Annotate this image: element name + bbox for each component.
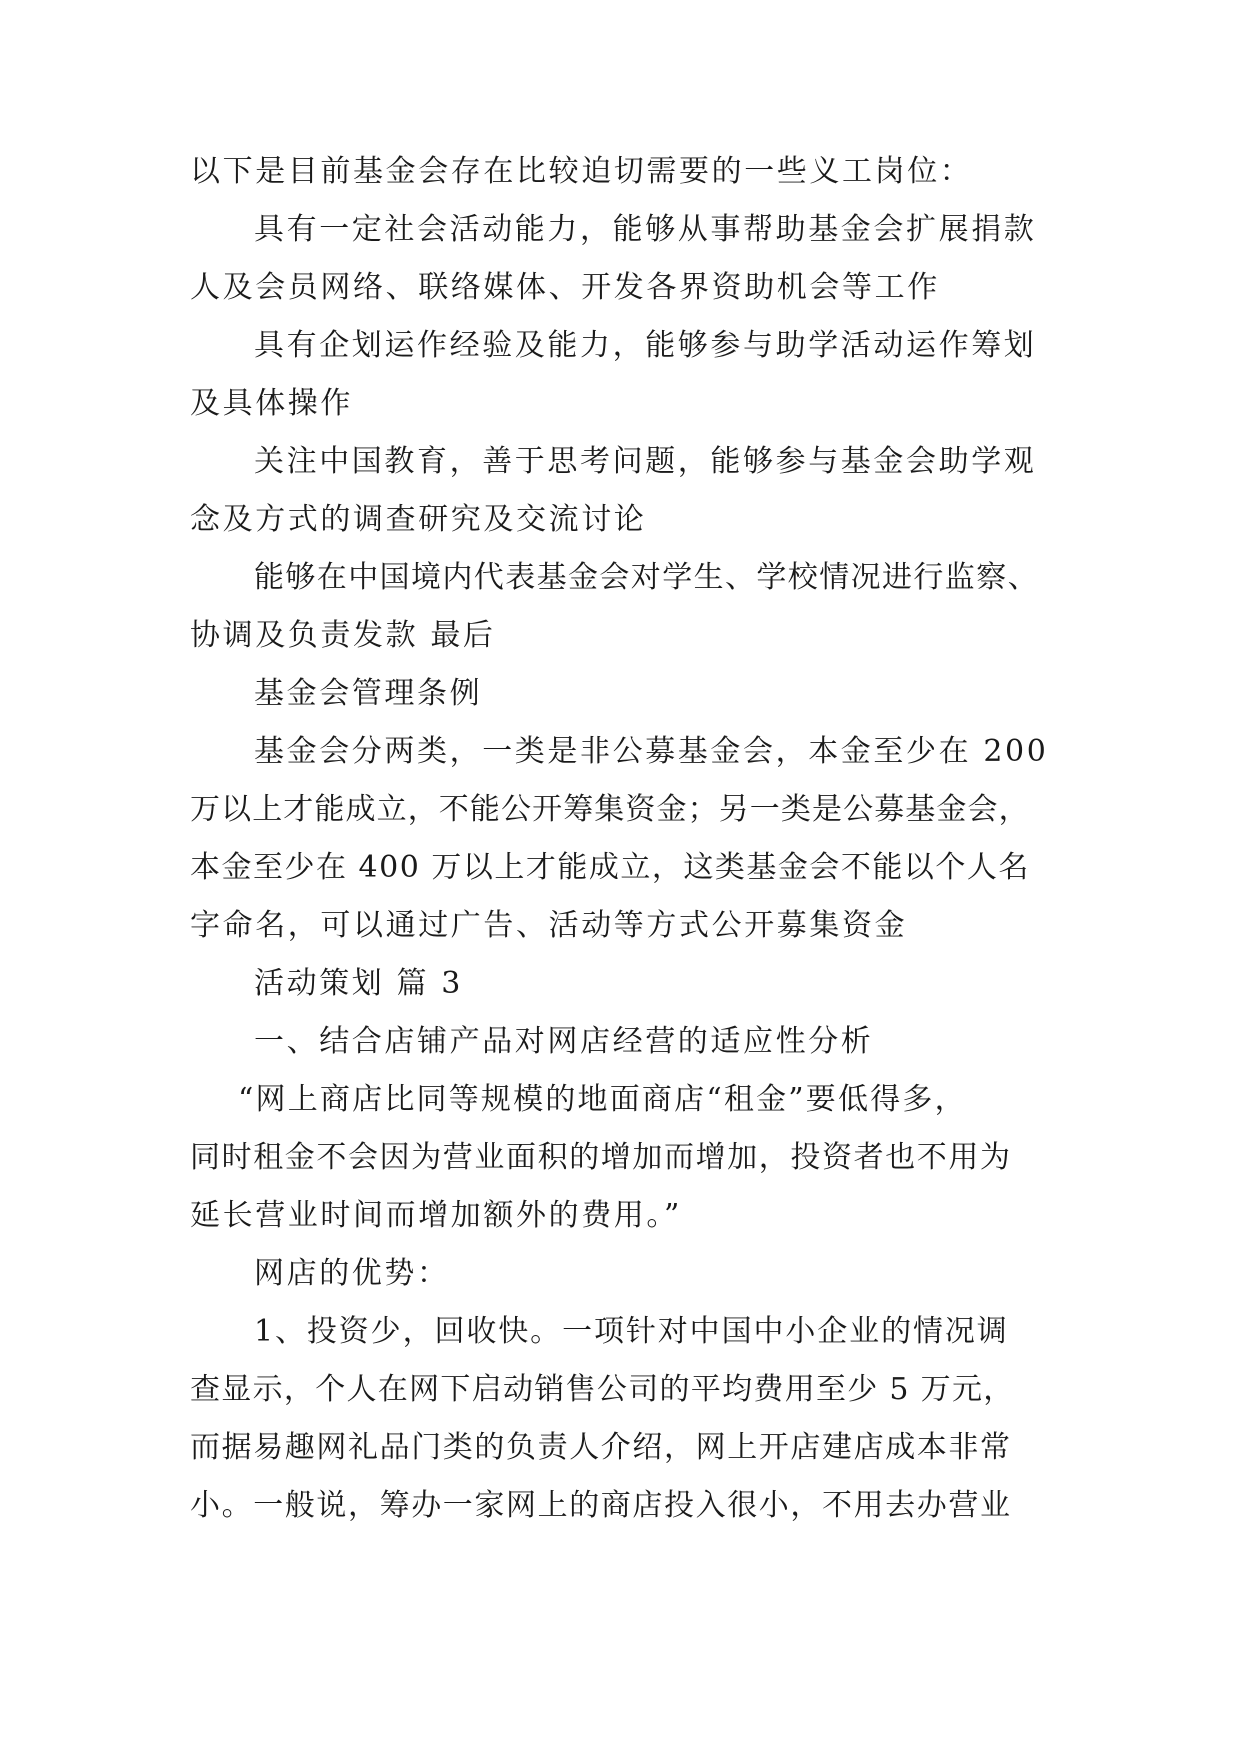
section-heading-advantages: 网店的优势： (254, 1256, 450, 1291)
text-line-21: 1、投资少，回收快。一项针对中国中小企业的情况调 (254, 1314, 1009, 1349)
quote-line-2: 同时租金不会因为营业面积的增加而增加，投资者也不用为 (190, 1140, 1012, 1175)
text-line-2: 具有一定社会活动能力，能够从事帮助基金会扩展捐款 (254, 212, 1037, 247)
section-heading-regulations: 基金会管理条例 (254, 676, 483, 711)
text-line-4: 具有企划运作经验及能力，能够参与助学活动运作筹划 (254, 328, 1037, 363)
text-line-3: 人及会员网络、联络媒体、开发各界资助机会等工作 (190, 270, 940, 305)
text-line-12: 万以上才能成立，不能公开筹集资金；另一类是公募基金会， (190, 792, 1030, 827)
text-line-14: 字命名，可以通过广告、活动等方式公开募集资金 (190, 908, 908, 943)
text-line-9: 协调及负责发款 最后 (190, 618, 496, 653)
text-line-13: 本金至少在 400 万以上才能成立，这类基金会不能以个人名 (190, 850, 1030, 885)
text-line-22: 查显示，个人在网下启动销售公司的平均费用至少 5 万元， (190, 1372, 1015, 1407)
text-line-7: 念及方式的调查研究及交流讨论 (190, 502, 647, 537)
text-line-6: 关注中国教育，善于思考问题，能够参与基金会助学观 (254, 444, 1037, 479)
text-line-23: 而据易趣网礼品门类的负责人介绍，网上开店建店成本非常 (190, 1430, 1012, 1465)
quote-line-1: “网上商店比同等规模的地面商店“租金”要低得多， (238, 1082, 967, 1117)
section-heading-analysis: 一、结合店铺产品对网店经营的适应性分析 (254, 1024, 874, 1059)
text-line-5: 及具体操作 (190, 386, 353, 421)
section-heading-part3: 活动策划 篇 3 (254, 966, 463, 1001)
text-line-1: 以下是目前基金会存在比较迫切需要的一些义工岗位： (190, 154, 973, 189)
text-line-8: 能够在中国境内代表基金会对学生、学校情况进行监察、 (254, 560, 1039, 595)
quote-line-3: 延长营业时间而增加额外的费用。” (190, 1198, 682, 1233)
text-line-24: 小。一般说，筹办一家网上的商店投入很小，不用去办营业 (190, 1488, 1012, 1523)
text-line-11: 基金会分两类，一类是非公募基金会，本金至少在 200 (254, 734, 1049, 769)
